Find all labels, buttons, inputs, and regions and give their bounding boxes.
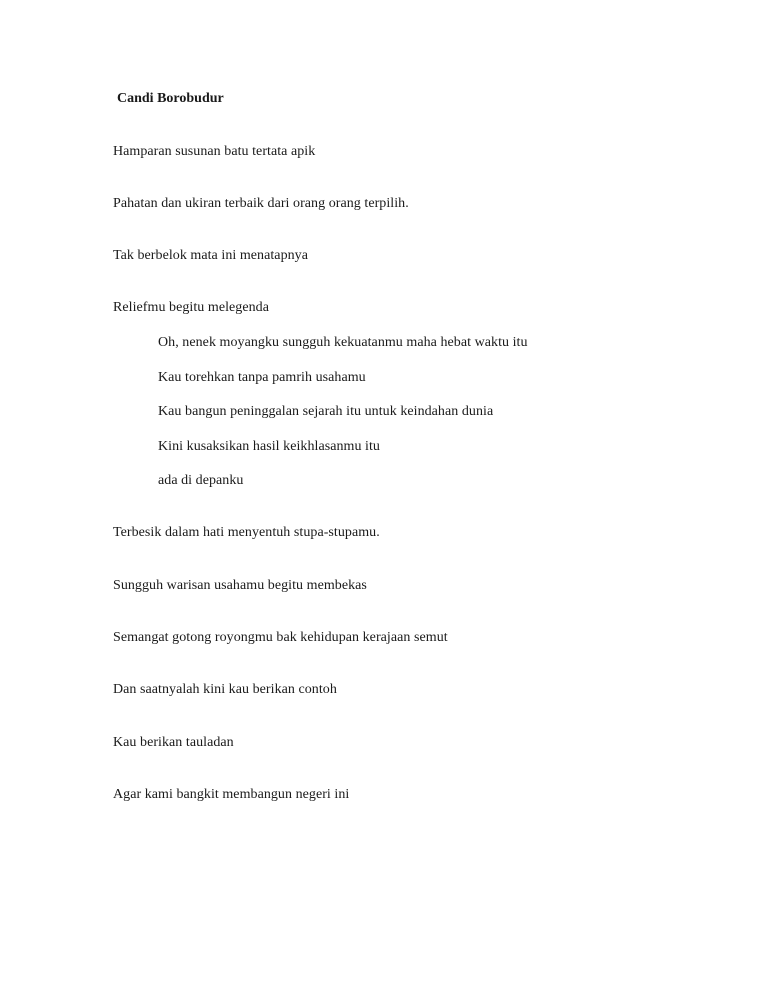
poem-line-indented: Kini kusaksikan hasil keikhlasanmu itu	[158, 439, 380, 454]
poem-line: Tak berbelok mata ini menatapnya	[113, 248, 308, 263]
poem-line: Agar kami bangkit membangun negeri ini	[113, 787, 350, 802]
poem-line: Dan saatnyalah kini kau berikan contoh	[113, 682, 337, 697]
poem-line-indented: Oh, nenek moyangku sungguh kekuatanmu maha hebat waktu itu	[158, 335, 528, 350]
poem-line: Terbesik dalam hati menyentuh stupa-stupamu.	[113, 525, 380, 540]
poem-line: Sungguh warisan usahamu begitu membekas	[113, 578, 367, 593]
poem-line: Semangat gotong royongmu bak kehidupan kerajaan semut	[113, 630, 448, 645]
poem-line: Kau berikan tauladan	[113, 735, 234, 750]
poem-line: Reliefmu begitu melegenda	[113, 300, 269, 315]
poem-line-indented: ada di depanku	[158, 473, 244, 488]
poem-line: Pahatan dan ukiran terbaik dari orang orang terpilih.	[113, 196, 409, 211]
poem-title: Candi Borobudur	[117, 91, 224, 106]
poem-line-indented: Kau bangun peninggalan sejarah itu untuk keindahan dunia	[158, 404, 494, 419]
poem-line-indented: Kau torehkan tanpa pamrih usahamu	[158, 370, 366, 385]
poem-line: Hamparan susunan batu tertata apik	[113, 144, 316, 159]
